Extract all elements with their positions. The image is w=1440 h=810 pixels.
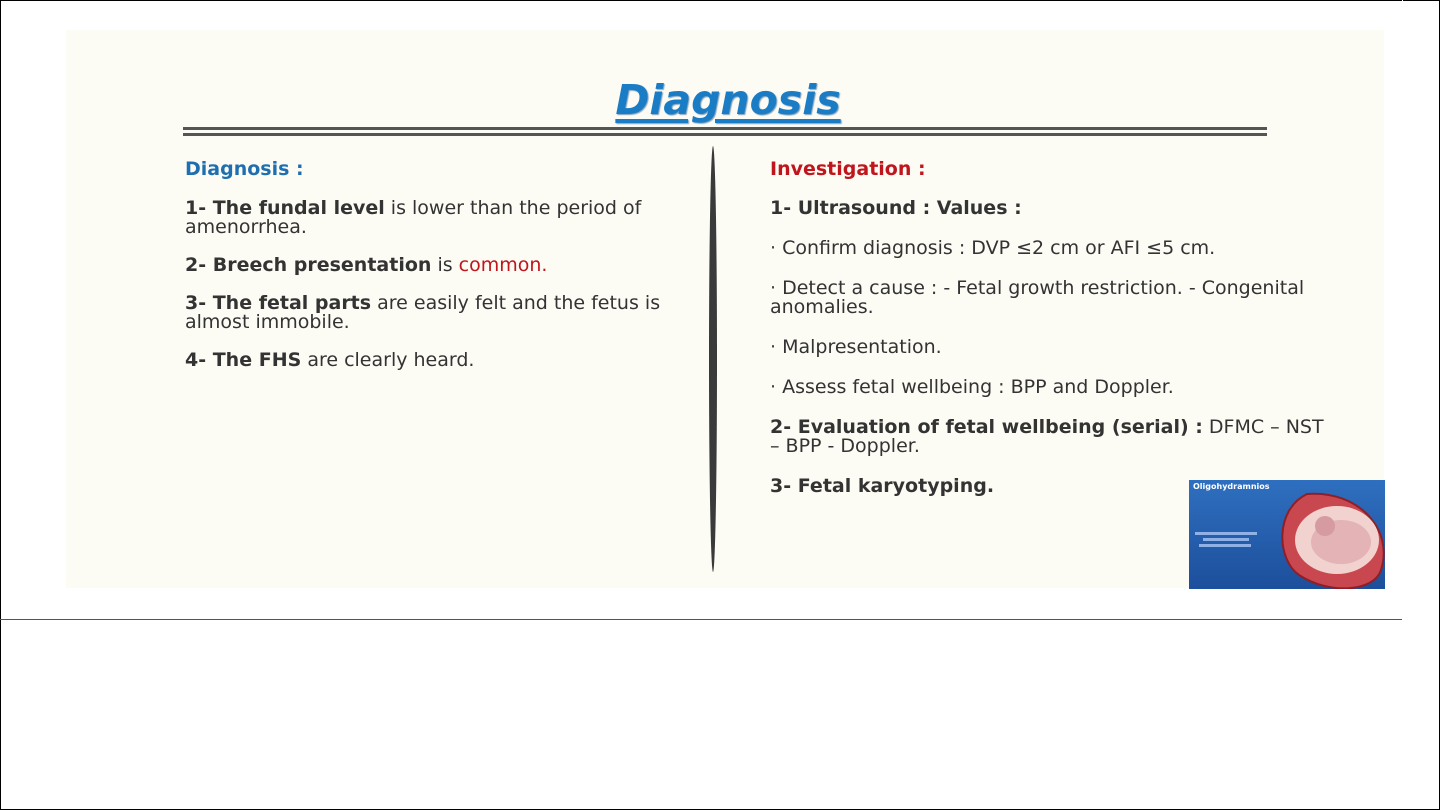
bullet-item xyxy=(770,338,1330,357)
item-bold-label: 1- The fundal level xyxy=(185,197,385,219)
item-highlight: common. xyxy=(458,254,548,276)
bullet-dot-icon: · xyxy=(770,237,783,259)
thumbnail-caption: Oligohydramnios xyxy=(1193,482,1270,491)
bullet-dot-icon: · xyxy=(770,376,783,398)
bullet-dot-icon: · xyxy=(770,277,783,299)
investigation-column xyxy=(770,160,1330,517)
slide-title: Diagnosis xyxy=(615,76,841,124)
bullet-item xyxy=(770,239,1330,258)
title-double-rule xyxy=(183,127,1267,136)
ultrasound-item: 1- Ultrasound : Values : xyxy=(770,197,1022,219)
bullet-text: Confirm diagnosis : DVP ≤2 cm or AFI ≤5 cm. xyxy=(782,237,1216,259)
slide-bottom-divider xyxy=(0,619,1402,620)
diagnosis-item xyxy=(185,294,705,332)
item-text: are easily felt and the fetus is almost immobile. xyxy=(185,292,661,333)
oligohydramnios-thumbnail xyxy=(1189,480,1385,589)
column-divider xyxy=(709,146,717,572)
diagnosis-item xyxy=(185,256,705,275)
evaluation-item xyxy=(770,418,1330,456)
item-text: is xyxy=(431,254,459,276)
karyotyping-item: 3- Fetal karyotyping. xyxy=(770,475,995,497)
diagnosis-column xyxy=(185,160,705,389)
item-text: DFMC – NST – BPP - Doppler. xyxy=(770,416,1324,457)
bullet-text: Assess fetal wellbeing : BPP and Doppler. xyxy=(782,376,1174,398)
diagnosis-heading: Diagnosis : xyxy=(185,158,304,180)
item-bold-label: 2- Breech presentation xyxy=(185,254,432,276)
fetus-in-uterus-icon xyxy=(1189,480,1385,589)
diagnosis-item xyxy=(185,199,705,237)
item-text: are clearly heard. xyxy=(301,349,475,371)
investigation-heading: Investigation : xyxy=(770,158,926,180)
item-text: is lower than the period of amenorrhea. xyxy=(185,197,642,238)
bullet-text: Detect a cause : - Fetal growth restriction. - Congenital anomalies. xyxy=(770,277,1305,318)
bullet-item xyxy=(770,378,1330,397)
bullet-text: Malpresentation. xyxy=(782,336,942,358)
diagnosis-item xyxy=(185,351,705,370)
bullet-item xyxy=(770,279,1330,317)
item-bold-label: 2- Evaluation of fetal wellbeing (serial) : xyxy=(770,416,1203,438)
item-bold-label: 3- The fetal parts xyxy=(185,292,372,314)
item-bold-label: 4- The FHS xyxy=(185,349,302,371)
bullet-dot-icon: · xyxy=(770,336,783,358)
